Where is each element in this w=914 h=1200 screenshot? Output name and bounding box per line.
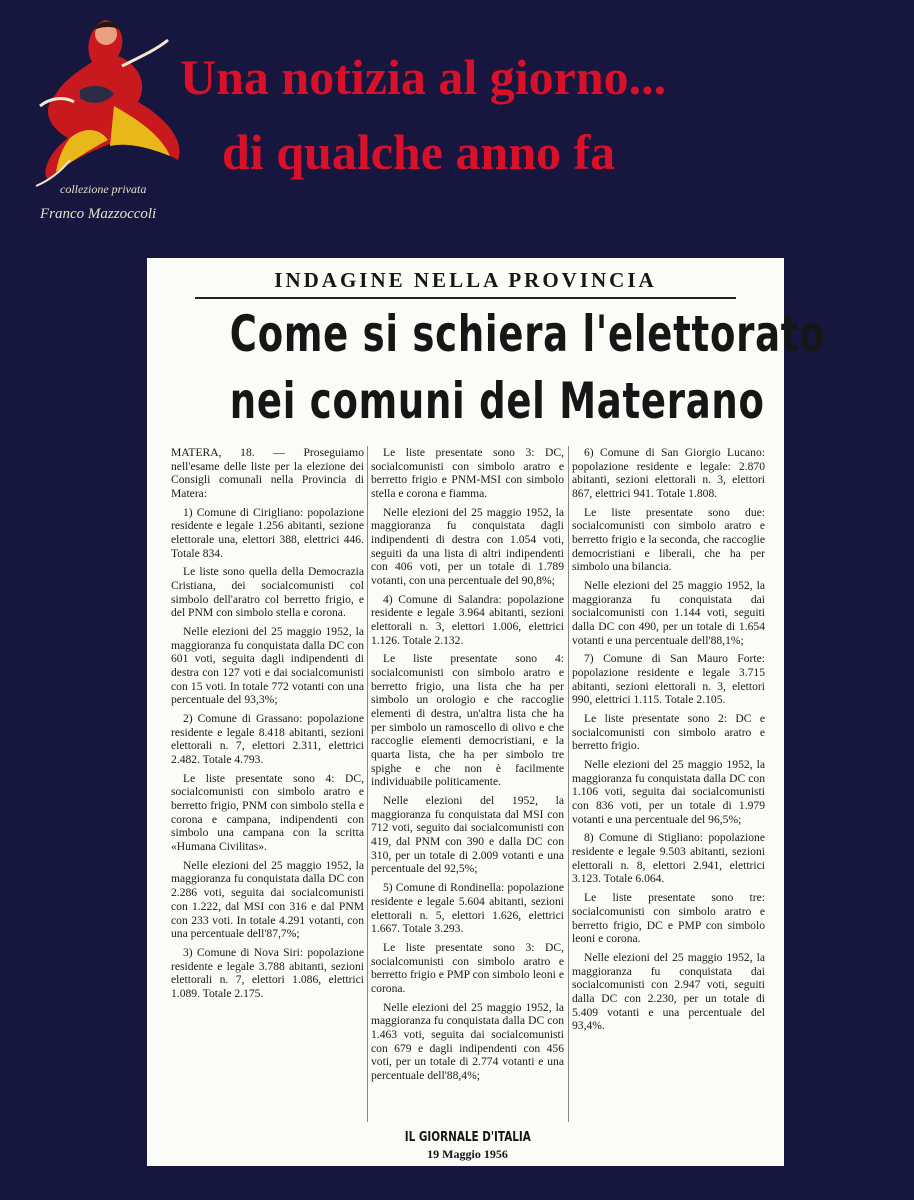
article-paragraph: Nelle elezioni del 25 maggio 1952, la maggioranza fu conquistata dagli indipendenti di destra con 1.054 voti, seguiti da una lista di altri indipendenti con 406 voti, per un totale di 1.789 votanti, con una percentuale del 90,8%; [371, 505, 564, 588]
article-paragraph: 4) Comune di Salandra: popolazione residente e legale 3.964 abitanti, sezioni elettorali n. 3, elettori 1.006, elettrici 1.126. Totale 2.132. [371, 592, 564, 647]
article-paragraph: 2) Comune di Grassano: popolazione residente e legale 8.418 abitanti, sezioni elettorali n. 7, elettori 2.311, elettrici 2.482. Totale 4.793. [171, 712, 364, 767]
article-paragraph: Nelle elezioni del 25 maggio 1952, la maggioranza fu conquistata dai socialcomunisti con 2.947 voti, seguiti dalla DC con 2.230, per un totale di 5.409 votanti e una percentuale del 93,4%. [572, 950, 765, 1033]
article-paragraph: Nelle elezioni del 25 maggio 1952, la maggioranza fu conquistata dai socialcomunisti con 1.144 voti, seguiti dalla DC con 490, per un totale di 1.654 votanti e una percentuale dell'88,1%; [572, 579, 765, 647]
article-paragraph: 5) Comune di Rondinella: popolazione residente e legale 5.604 abitanti, sezioni elettorali n. 5, elettori 1.626, elettrici 1.667. Totale 3.293. [371, 881, 564, 936]
newspaper-name [371, 1130, 564, 1145]
article-paragraph: Le liste presentate sono 4: socialcomunisti con simbolo aratro e berretto frigio, una lista che ha per simbolo un orologio e che raccoglie elementi di destra, un'altra lista che ha per simbolo un ramoscello di olivo e che raccoglie elementi democristiani, e la quarta lista, che ha per simbolo tre spighe e che non è facilmente individuabile politicamente. [371, 652, 564, 789]
newspaper-date: 19 Maggio 1956 [427, 1147, 508, 1161]
article-paragraph: Le liste presentate sono tre: socialcomunisti con simbolo aratro e berretto frigio, DC e PMP con simbolo leoni e corona. [572, 891, 765, 946]
logo-caption-collection: collezione privata [60, 182, 147, 196]
article-paragraph: Nelle elezioni del 25 maggio 1952, la maggioranza fu conquistata dalla DC con 2.286 voti, seguita dai socialcomunisti con 1.222, dal MSI con 316 e dal PNM con 233 voti. In totale 4.291 votanti, con una percentuale dell'87,7%; [171, 858, 364, 941]
article-paragraph: Le liste presentate sono 3: DC, socialcomunisti con simbolo aratro e berretto frigio e PNM-MSI con simbolo stella e corona e fiamma. [371, 446, 564, 501]
article-paragraph: Nelle elezioni del 1952, la maggioranza fu conquistata dal MSI con 712 voti, seguito dai socialcomunisti con 419, dal PNM con 390 e dalla DC con 310, per un totale di 2.009 votanti e una percentuale del 92,5%; [371, 794, 564, 876]
newspaper-name-text: IL GIORNALE D'ITALIA [404, 1130, 531, 1145]
page-headline-line1: Una notizia al giorno... [180, 49, 667, 105]
article-paragraph: Le liste sono quella della Democrazia Cristiana, dei socialcomunisti col simbolo dell'aratro col berretto frigio, e del PNM con simbolo stella e corona. [171, 565, 364, 620]
article-column-2 [371, 446, 564, 1122]
article-paragraph: 3) Comune di Nova Siri: popolazione residente e legale 3.788 abitanti, sezioni elettorali n. 7, elettori 1.086, elettrici 1.089. Totale 2.175. [171, 945, 364, 1000]
article-paragraph: MATERA, 18. — Proseguiamo nell'esame delle liste per la elezione dei Consigli comunali nella Provincia di Matera: [171, 446, 364, 501]
article-paragraph: Le liste presentate sono 3: DC, socialcomunisti con simbolo aratro e berretto frigio e PMP con simbolo leoni e corona. [371, 940, 564, 995]
article-column-3 [572, 446, 765, 1122]
logo-caption-owner: Franco Mazzoccoli [40, 206, 157, 222]
article-title-line2: nei comuni del Materano [229, 372, 765, 430]
article-paragraph: 8) Comune di Stigliano: popolazione residente e legale 9.503 abitanti, sezioni elettorali n. 8, elettori 2.941, elettrici 3.123. Totale 6.064. [572, 831, 765, 886]
article-title-line1: Come si schiera l'elettorato [229, 305, 826, 363]
article-paragraph: Nelle elezioni del 25 maggio 1952, la maggioranza fu conquistata dalla DC con 1.106 voti, seguita dai socialcomunisti con 836 voti, per un totale di 1.979 votanti e una percentuale del 96,5%; [572, 758, 765, 826]
kicker-divider [195, 297, 736, 299]
collection-logo [10, 10, 200, 225]
article-paragraph: 6) Comune di San Giorgio Lucano: popolazione residente e legale: 2.870 abitanti, sezioni elettorali n. 3, elettori 867, elettrici 941. Totale 1.808. [572, 446, 765, 501]
article-paragraph: Nelle elezioni del 25 maggio 1952, la maggioranza fu conquistata dalla DC con 601 voti, seguita dagli indipendenti di destra con 127 voti e dai socialcomunisti con 15 voti. In totale 772 votanti con una percentuale del 93,3%; [171, 625, 364, 707]
article-paragraph: 7) Comune di San Mauro Forte: popolazione residente e legale 3.715 abitanti, sezioni elettorali n. 3, elettori 990, elettrici 1.115. Totale 2.105. [572, 652, 765, 707]
article-paragraph: Nelle elezioni del 25 maggio 1952, la maggioranza fu conquistata dalla DC con 1.463 voti, seguita dai socialcomunisti con 679 e dagli indipendenti con 456 voti, per un totale di 2.774 votanti e una percentuale dell'88,4%; [371, 1000, 564, 1082]
article-column-1 [171, 446, 364, 1122]
article-paragraph: 1) Comune di Cirigliano: popolazione residente e legale 1.256 abitanti, sezione elettorale una, elettori 388, elettrici 446. Totale 834. [171, 505, 364, 560]
article-paragraph: Le liste presentate sono 2: DC e socialcomunisti con simbolo aratro e berretto frigio. [572, 712, 765, 753]
article-kicker: INDAGINE NELLA PROVINCIA [274, 268, 657, 292]
column-divider [367, 446, 368, 1122]
article-paragraph: Le liste presentate sono due: socialcomunisti con simbolo aratro e berretto frigio e la seconda, che raccoglie democristiani e liberali, che ha per simbolo una bilancia. [572, 505, 765, 574]
column-divider [568, 446, 569, 1122]
article-paragraph: Le liste presentate sono 4: DC, socialcomunisti con simbolo aratro e berretto frigio, PNM con simbolo stella e corona e campana, indipendenti con simbolo una campana con la scritta «Humana Civilitas». [171, 771, 364, 854]
dancer-illustration [10, 10, 200, 190]
newspaper-clipping [147, 258, 826, 1166]
page-headline-line2: di qualche anno fa [222, 124, 616, 180]
